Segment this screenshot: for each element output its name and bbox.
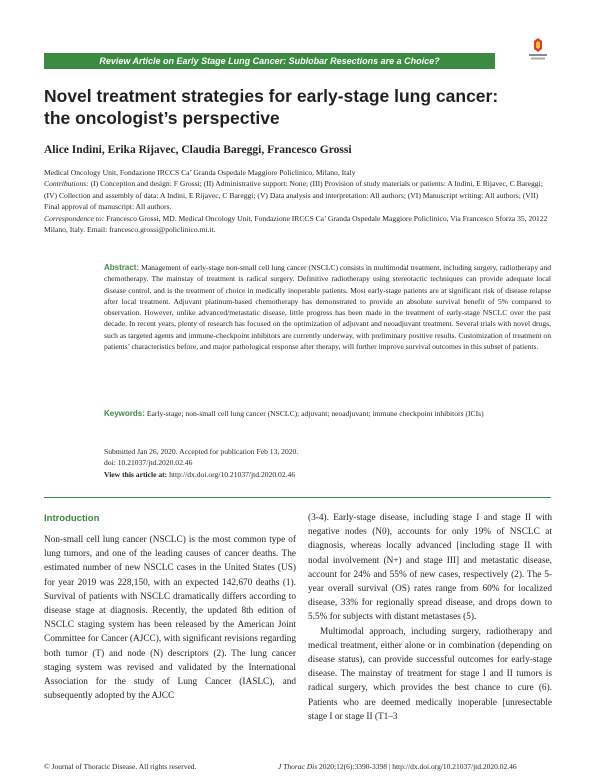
article-title: Novel treatment strategies for early-stage lung cancer: the oncologist’s perspective: [44, 86, 499, 128]
view-label: View this article at:: [104, 469, 168, 479]
keywords-label: Keywords:: [104, 409, 145, 418]
view-link[interactable]: http://dx.doi.org/10.21037/jtd.2020.02.46: [169, 469, 296, 479]
section-divider: [44, 497, 551, 498]
abstract-text: Management of early-stage non-small cell lung cancer (NSCLC) consists in multimodal treatment, including surgery, radiotherapy and chemotherapy. The mainstay of treatment is radical surgery. Definitive radiotherapy using stereotactic techniques can provide adequate local disease control, and is the treatment of choice in medically inoperable patients. Most early-stage patients are at significant risk of disease relapse after local treatment. Adjuvant platinum-based chemotherapy has demonstrated to provide an absolute survival benefit of 5% compared to observation. However, unlike advanced/metastatic disease, little progress has been made in the treatment of early-stage NSCLC over the past decade. In recent years, plenty of research has focused on the optimization of adjuvant and neoadjuvant treatment. Several trials with novel drugs, such as targeted agents and immune-checkpoint inhibitors are currently underway, with preliminary positive results. Customization of treatment on patients’ characteristics before, and major pathological response after therapy, will further improve survival outcomes in this subset of patients.: [104, 263, 552, 352]
doi: doi: 10.21037/jtd.2020.02.46: [104, 458, 193, 468]
body-column-right: [308, 511, 552, 724]
body-paragraph: (3-4). Early-stage disease, including stage I and stage II with negative nodes (N0), accounts for only 19% of NSCLC at diagnosis, whereas locally advanced [including stage II with nodal involvement (N+) and stage III] and metastatic disease, account for 24% and 55% of new cases, respectively (2). The 5-year overall survival (OS) rates range from 60% for localized disease, 33% for regionally spread disease, and drops down to 5.5% for subjects with distant metastases (5).: [308, 513, 552, 623]
affiliation-block: [44, 167, 554, 235]
affiliation: Medical Oncology Unit, Fondazione IRCCS Ca’ Granda Ospedale Maggiore Policlinico, Milano, Italy: [44, 168, 356, 177]
keywords-text: Early-stage; non-small cell lung cancer (NSCLC); adjuvant; neoadjuvant; immune checkpoint inhibitors (ICIs): [146, 409, 484, 418]
view-article: [104, 469, 551, 480]
correspondence-label: Correspondence to:: [44, 213, 105, 223]
abstract: [104, 262, 551, 352]
abstract-label: Abstract:: [104, 263, 140, 272]
journal-name: J Thorac Dis: [278, 762, 318, 771]
citation-footer: [278, 762, 517, 771]
contributions-text: (I) Conception and design: F Grossi; (II) Administrative support: None; (III) Provision of study materials or patients: A Indini, E Rijavec, C Bareggi; (IV) Collection and assembly of data: A Indini, E Rijavec, C Bareggi; (V) Data analysis and interpretation: All authors; (VI) Manuscript writing: All authors; (VII) Final approval of manuscript: All authors.: [44, 179, 543, 212]
body-paragraph: Multimodal approach, including surgery, radiotherapy and medical treatment, either alone or in combination (depending on disease status), can provide successful outcomes for early-stage disease. The mainstay of treatment for stage I and II tumors is radical surgery, which provides the best chance to cure (6). Patients who are deemed medically inoperable [unresectable stage I or stage II (T1–3: [308, 626, 552, 722]
keywords: [104, 408, 551, 419]
section-heading-introduction: Introduction: [44, 513, 100, 524]
body-column-left: [44, 533, 296, 703]
check-for-updates-icon[interactable]: [527, 36, 549, 62]
submission-dates: Submitted Jan 26, 2020. Accepted for publication Feb 13, 2020.: [104, 447, 299, 456]
copyright-footer: © Journal of Thoracic Disease. All rights reserved.: [44, 762, 197, 771]
article-meta: [104, 446, 551, 480]
contributions: [44, 178, 554, 212]
body-paragraph: Non-small cell lung cancer (NSCLC) is the most common type of lung tumors, and one of the leading causes of cancer deaths. The estimated number of new NSCLC cases in the United States (US) for year 2019 was 228,150, with an expected 142,670 deaths (1). Survival of patients with NSCLC dramatically differs according to disease stage at diagnosis. Recently, the updated 8th edition of NSCLC staging system has been released by the American Joint Committee for Cancer (AJCC), with significant revisions regarding both tumor (T) and node (N) descriptors (2). The lung cancer staging system was revised and validated by the International Association for the study of Lung Cancer (IASLC), and subsequently adopted by the AJCC: [44, 535, 296, 702]
series-banner: Review Article on Early Stage Lung Cancer: Sublobar Resections are a Choice?: [44, 53, 495, 69]
author-list: Alice Indini, Erika Rijavec, Claudia Bareggi, Francesco Grossi: [44, 144, 352, 156]
citation-text[interactable]: 2020;12(6):3390-3398 | http://dx.doi.org/10.21037/jtd.2020.02.46: [319, 762, 517, 771]
correspondence-text: Francesco Grossi, MD. Medical Oncology Unit, Fondazione IRCCS Ca’ Granda Ospedale Maggiore Policlinico, Via Francesco Sforza 35, 20122 Milano, Italy. Email: francesco.grossi@policlinico.mi.it.: [44, 213, 548, 235]
correspondence: [44, 213, 554, 236]
contributions-label: Contributions:: [44, 179, 89, 189]
